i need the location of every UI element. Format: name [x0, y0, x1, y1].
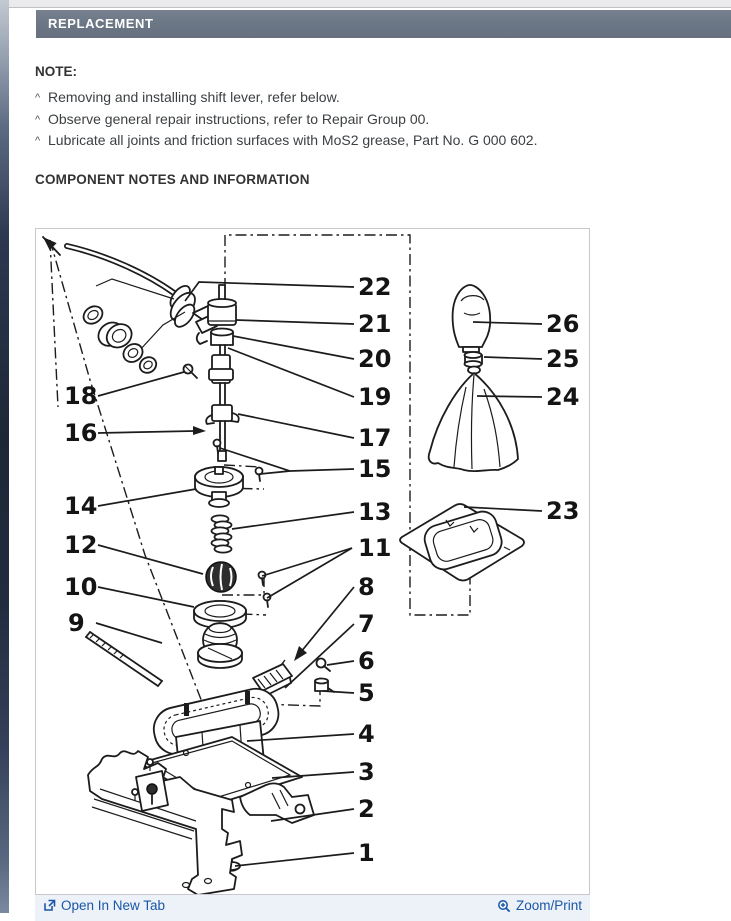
- leader-line: [98, 431, 194, 433]
- callout-number-12: 12: [64, 531, 98, 559]
- zoom-print-label: Zoom/Print: [515, 898, 582, 913]
- part-shift-lever-shaft: [206, 285, 239, 461]
- section-header-title: REPLACEMENT: [48, 16, 154, 31]
- part-shift-knob: [453, 285, 491, 352]
- zoom-print-link[interactable]: [497, 898, 582, 913]
- callout-number-19: 19: [358, 383, 392, 411]
- callout-number-8: 8: [358, 573, 375, 601]
- callout-number-6: 6: [358, 647, 375, 675]
- exploded-diagram: [36, 229, 589, 894]
- section-header: [36, 10, 731, 38]
- open-in-new-tab-icon: [43, 899, 56, 912]
- callout-number-16: 16: [64, 419, 98, 447]
- note-item: ^ Lubricate all joints and friction surfaces with MoS2 grease, Part No. G 000 602.: [35, 130, 635, 152]
- leader-arrowhead: [193, 426, 206, 435]
- note-heading: NOTE:: [35, 64, 77, 79]
- leader-line: [236, 320, 354, 324]
- callout-number-11: 11: [358, 534, 392, 562]
- open-in-new-tab-link[interactable]: [43, 898, 165, 913]
- diagram-footer-bar: [35, 895, 590, 921]
- leader-line: [233, 336, 354, 359]
- leader-line: [232, 512, 354, 529]
- callout-number-17: 17: [358, 424, 392, 452]
- open-in-new-tab-label: Open In New Tab: [61, 898, 166, 913]
- part-ball-socket: [194, 601, 246, 668]
- caret-bullet-icon: ^: [35, 113, 41, 126]
- callout-number-3: 3: [358, 758, 375, 786]
- left-background-strip: [0, 0, 9, 913]
- leader-line: [238, 414, 354, 438]
- callout-number-22: 22: [358, 273, 392, 301]
- leader-line: [477, 396, 542, 397]
- part-knob-collar: [465, 352, 483, 367]
- zoom-print-icon: [497, 899, 511, 913]
- callout-number-24: 24: [546, 383, 580, 411]
- leader-line: [464, 507, 542, 511]
- note-item: ^ Removing and installing shift lever, refer below.: [35, 87, 635, 109]
- part-shift-boot: [429, 367, 518, 472]
- part-pins-11: [259, 572, 271, 608]
- top-divider-bar: [9, 0, 731, 8]
- leader-line: [484, 357, 542, 359]
- callout-number-7: 7: [358, 610, 375, 638]
- leader-line: [185, 282, 354, 301]
- callout-number-5: 5: [358, 679, 375, 707]
- diagram-panel: [35, 228, 590, 895]
- leader-line: [262, 548, 352, 576]
- part-bushing-5: [315, 679, 334, 693]
- callout-number-20: 20: [358, 345, 392, 373]
- callout-number-1: 1: [358, 839, 375, 867]
- part-spring: [212, 515, 232, 552]
- callout-number-25: 25: [546, 345, 580, 373]
- part-console-plate: [400, 504, 524, 581]
- leader-line: [267, 548, 352, 598]
- callout-number-9: 9: [68, 609, 85, 637]
- leader-line: [220, 448, 354, 471]
- leader-line: [235, 853, 354, 866]
- component-notes-heading: COMPONENT NOTES AND INFORMATION: [35, 172, 310, 187]
- leader-line: [296, 587, 354, 658]
- callout-number-14: 14: [64, 492, 98, 520]
- caret-bullet-icon: ^: [35, 92, 41, 104]
- leader-line: [98, 372, 184, 396]
- leader-line: [260, 471, 290, 474]
- part-screw-18: [184, 365, 198, 379]
- leader-line: [98, 489, 196, 506]
- leader-line: [98, 587, 194, 607]
- callout-number-15: 15: [358, 455, 392, 483]
- callout-number-21: 21: [358, 310, 392, 338]
- part-retainer-cap: [195, 467, 243, 507]
- callout-number-13: 13: [358, 498, 392, 526]
- leader-line: [96, 623, 162, 643]
- note-block: [35, 64, 635, 152]
- callout-number-10: 10: [64, 573, 98, 601]
- part-ball-12: [206, 562, 236, 592]
- leader-line: [323, 691, 354, 693]
- callout-number-26: 26: [546, 310, 580, 338]
- note-item: ^ Observe general repair instructions, refer to Repair Group 00.: [35, 109, 635, 131]
- leader-line: [327, 661, 354, 665]
- caret-bullet-icon: ^: [35, 135, 41, 147]
- callout-number-2: 2: [358, 795, 375, 823]
- callout-number-23: 23: [546, 497, 580, 525]
- callout-number-18: 18: [64, 382, 98, 410]
- callout-number-4: 4: [358, 720, 375, 748]
